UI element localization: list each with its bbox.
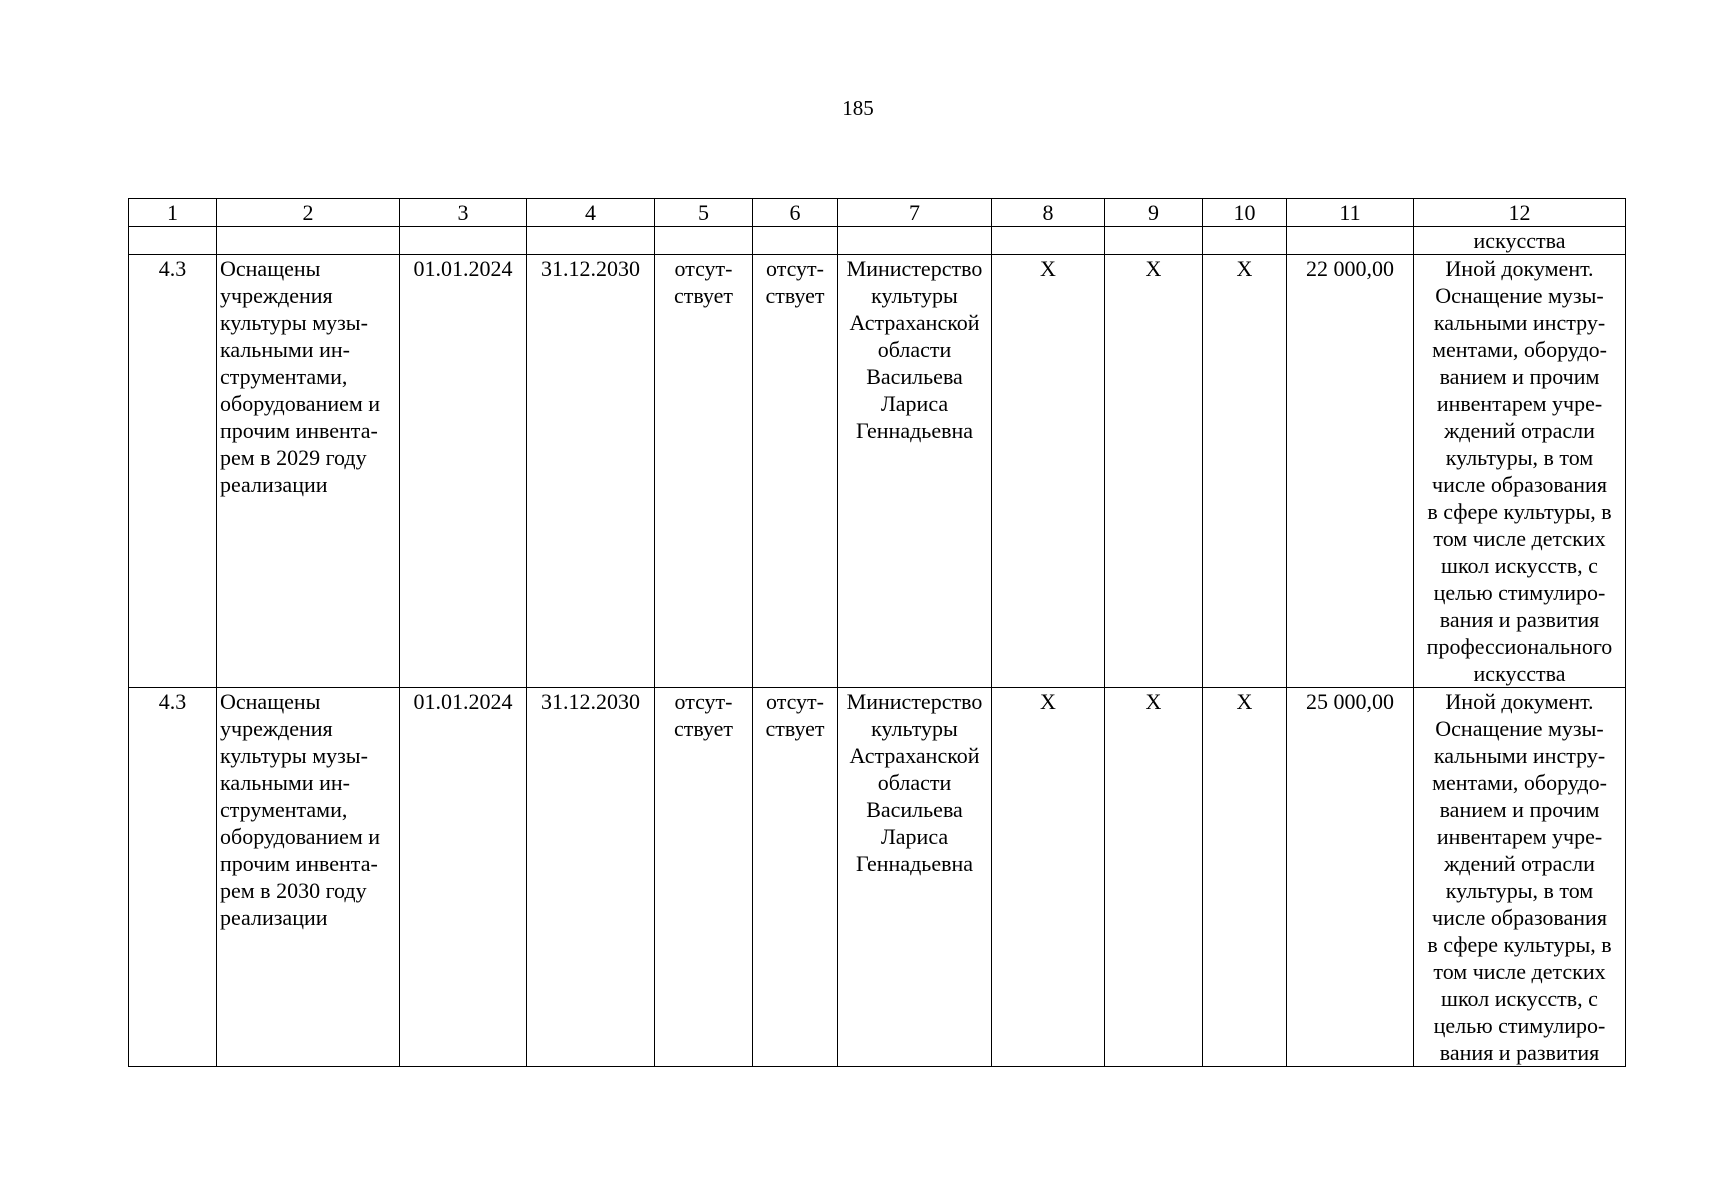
col-10-value: X [1203,688,1287,1067]
col-5-value: отсут- ствует [655,255,753,688]
result-name: Оснащены учреждения культуры музы- кальными ин- струментами, оборудованием и прочим инвента- рем в 2030 году реализации [217,688,400,1067]
amount: 22 000,00 [1287,255,1414,688]
continuation-cell [217,227,400,255]
page-number: 185 [842,96,874,120]
start-date: 01.01.2024 [400,255,527,688]
column-number: 4 [527,199,655,227]
continuation-cell [1203,227,1287,255]
start-date: 01.01.2024 [400,688,527,1067]
column-number-row [129,199,1626,227]
continuation-cell [838,227,992,255]
column-number: 10 [1203,199,1287,227]
column-number: 3 [400,199,527,227]
document-description: Иной документ. Оснащение музы- кальными инстру- ментами, оборудо- ванием и прочим инвентарем учре- ждений отрасли культуры, в том числе образования в сфере культуры, в том числе детских школ искусств, с целью стимулиро- вания и развития профессионального искусства [1414,255,1626,688]
continuation-cell [1105,227,1203,255]
col-5-value: отсут- ствует [655,688,753,1067]
continuation-cell [527,227,655,255]
end-date: 31.12.2030 [527,688,655,1067]
row-number: 4.3 [129,255,217,688]
col-8-value: X [992,688,1105,1067]
responsible-person: Министерство культуры Астраханской области Васильева Лариса Геннадьевна [838,255,992,688]
column-number: 12 [1414,199,1626,227]
amount: 25 000,00 [1287,688,1414,1067]
continuation-cell [400,227,527,255]
column-number: 7 [838,199,992,227]
col-9-value: X [1105,688,1203,1067]
column-number: 8 [992,199,1105,227]
continuation-cell [655,227,753,255]
col-8-value: X [992,255,1105,688]
result-name: Оснащены учреждения культуры музы- кальными ин- струментами, оборудованием и прочим инвента- рем в 2029 году реализации [217,255,400,688]
continuation-row [129,227,1626,255]
column-number: 2 [217,199,400,227]
table-row [129,688,1626,1067]
column-number: 1 [129,199,217,227]
responsible-person: Министерство культуры Астраханской области Васильева Лариса Геннадьевна [838,688,992,1067]
column-number: 9 [1105,199,1203,227]
document-description: Иной документ. Оснащение музы- кальными инстру- ментами, оборудо- ванием и прочим инвентарем учре- ждений отрасли культуры, в том числе образования в сфере культуры, в том числе детских школ искусств, с целью стимулиро- вания и развития [1414,688,1626,1067]
col-10-value: X [1203,255,1287,688]
continuation-cell: искусства [1414,227,1626,255]
col-6-value: отсут- ствует [753,688,838,1067]
row-number: 4.3 [129,688,217,1067]
data-table [128,198,1626,1067]
table-row [129,255,1626,688]
continuation-cell [129,227,217,255]
column-number: 6 [753,199,838,227]
col-6-value: отсут- ствует [753,255,838,688]
continuation-cell [992,227,1105,255]
continuation-cell [753,227,838,255]
column-number: 11 [1287,199,1414,227]
continuation-cell [1287,227,1414,255]
column-number: 5 [655,199,753,227]
end-date: 31.12.2030 [527,255,655,688]
col-9-value: X [1105,255,1203,688]
